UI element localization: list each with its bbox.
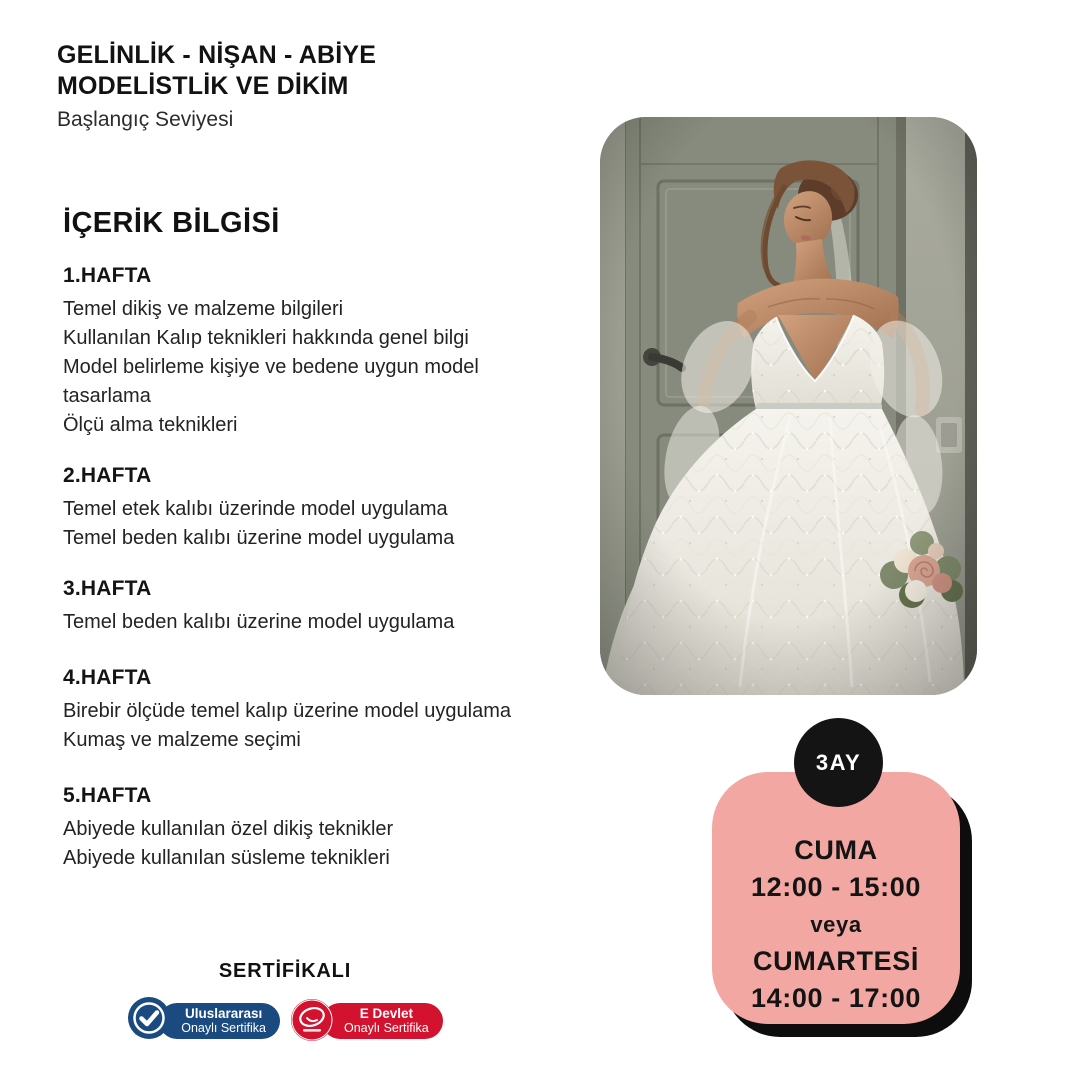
week-3-block — [63, 577, 563, 637]
badge-pill — [322, 1003, 443, 1039]
duration-badge: 3AY — [794, 718, 883, 807]
week-1-label: 1.HAFTA — [63, 264, 152, 287]
certification-section — [125, 960, 445, 1046]
course-level-subtitle: Başlangıç Seviyesi — [57, 108, 234, 131]
week-5-block — [63, 784, 563, 873]
week-4-label: 4.HAFTA — [63, 666, 152, 689]
international-certificate-badge — [127, 996, 280, 1046]
week-item: Kullanılan Kalıp teknikleri hakkında genel bilgi — [63, 327, 469, 349]
week-item: Temel etek kalıbı üzerinde model uygulama — [63, 498, 448, 520]
week-item: Abiyede kullanılan özel dikiş teknikler — [63, 818, 394, 840]
schedule-time-2: 14:00 - 17:00 — [751, 983, 921, 1013]
schedule-or: veya — [810, 912, 862, 937]
badge-line1: E Devlet — [359, 1006, 414, 1021]
week-2-label: 2.HAFTA — [63, 464, 152, 487]
schedule-day-2: CUMARTESİ — [753, 946, 919, 976]
week-item: Model belirleme kişiye ve bedene uygun model tasarlama — [63, 356, 479, 407]
page-title-line2: MODELİSTLİK VE DİKİM — [57, 72, 349, 100]
header — [57, 40, 577, 133]
week-5-label: 5.HAFTA — [63, 784, 152, 807]
week-item: Temel beden kalıbı üzerine model uygulama — [63, 527, 455, 549]
page-title-line1: GELİNLİK - NİŞAN - ABİYE — [57, 41, 377, 69]
badges-row — [125, 996, 445, 1046]
certification-heading: SERTİFİKALI — [218, 960, 352, 982]
bride-photo — [600, 117, 977, 695]
week-item: Birebir ölçüde temel kalıp üzerine model uygulama — [63, 700, 512, 722]
week-item: Temel beden kalıbı üzerine model uygulama — [63, 611, 455, 633]
week-1-block — [63, 264, 563, 440]
week-2-block — [63, 464, 563, 553]
schedule-day-1: CUMA — [794, 835, 878, 865]
week-item: Ölçü alma teknikleri — [63, 414, 238, 436]
week-item: Kumaş ve malzeme seçimi — [63, 729, 301, 751]
bride-photo-illustration — [600, 117, 977, 695]
badge-line1: Uluslararası — [184, 1006, 263, 1021]
check-icon — [127, 996, 173, 1046]
badge-pill — [159, 1003, 280, 1039]
week-3-label: 3.HAFTA — [63, 577, 152, 600]
schedule-time-1: 12:00 - 15:00 — [751, 872, 921, 902]
badge-line2: Onaylı Sertifika — [344, 1021, 429, 1035]
week-item: Temel dikiş ve malzeme bilgileri — [63, 298, 344, 320]
edevlet-logo-icon — [290, 996, 336, 1046]
curriculum-heading: İÇERİK BİLGİSİ — [63, 207, 280, 239]
edevlet-certificate-badge — [290, 996, 443, 1046]
curriculum-section — [63, 207, 563, 873]
badge-line2: Onaylı Sertifika — [181, 1021, 266, 1035]
week-item: Abiyede kullanılan süsleme teknikleri — [63, 847, 390, 869]
week-4-block — [63, 666, 563, 755]
schedule-card — [712, 772, 960, 1024]
